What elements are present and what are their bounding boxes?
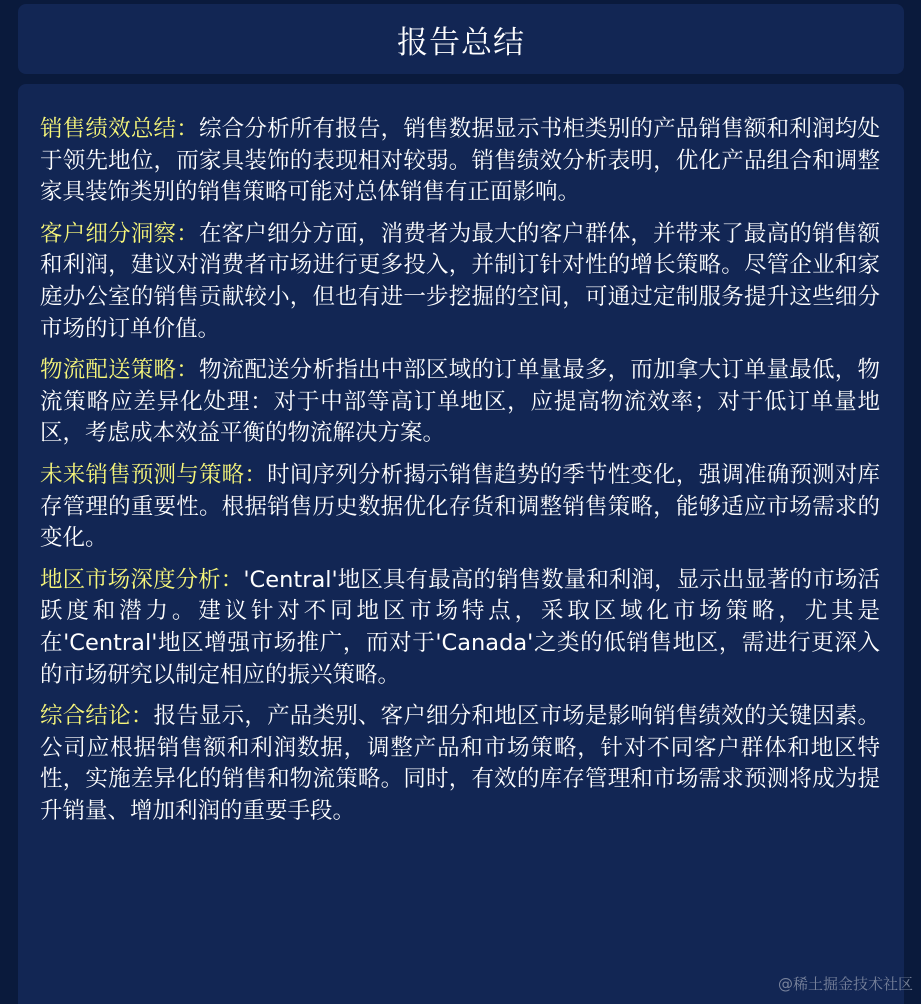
section-body: 在客户细分方面，消费者为最大的客户群体，并带来了最高的销售额和利润，建议对消费者市场进行更多投入，并制订针对性的增长策略。尽管企业和家庭办公室的销售贡献较小，但也有进一步挖掘的空间，可通过定制服务提升这些细分市场的订单价值。 <box>40 220 880 342</box>
section-overall-conclusion <box>40 701 880 827</box>
section-body: 时间序列分析揭示销售趋势的季节性变化，强调准确预测对库存管理的重要性。根据销售历史数据优化存货和调整销售策略，能够适应市场需求的变化。 <box>40 461 880 552</box>
section-title: 未来销售预测与策略： <box>40 461 268 488</box>
summary-content-panel <box>18 84 904 1004</box>
section-title: 物流配送策略： <box>40 357 199 384</box>
section-body: 报告显示，产品类别、客户细分和地区市场是影响销售绩效的关键因素。公司应根据销售额和利润数据，调整产品和市场策略，针对不同客户群体和地区特性，实施差异化的销售和物流策略。同时，有效的库存管理和市场需求预测将成为提升销量、增加利润的重要手段。 <box>40 703 880 824</box>
section-sales-performance <box>40 114 880 209</box>
section-logistics-strategy <box>40 355 880 450</box>
section-body: 'Central'地区具有最高的销售数量和利润，显示出显著的市场活跃度和潜力。建议针对不同地区市场特点，采取区域化市场策略，尤其是在'Central'地区增强市场推广，而对于'Canada'之类的低销售地区，需进行更深入的市场研究以制定相应的振兴策略。 <box>40 566 880 688</box>
section-body: 综合分析所有报告，销售数据显示书柜类别的产品销售额和利润均处于领先地位，而家具装饰的表现相对较弱。销售绩效分析表明，优化产品组合和调整家具装饰类别的销售策略可能对总体销售有正面影响。 <box>40 116 880 206</box>
section-title: 客户细分洞察： <box>40 220 199 247</box>
section-title: 综合结论： <box>40 703 154 730</box>
page-title: 报告总结 <box>397 24 525 61</box>
section-title: 销售绩效总结： <box>40 116 199 142</box>
section-regional-analysis <box>40 565 880 691</box>
section-customer-segmentation <box>40 219 880 345</box>
section-title: 地区市场深度分析： <box>40 566 244 593</box>
header-panel <box>18 4 904 74</box>
section-future-forecast <box>40 460 880 555</box>
section-body: 物流配送分析指出中部区域的订单量最多，而加拿大订单量最低，物流策略应差异化处理：对于中部等高订单地区，应提高物流效率；对于低订单量地区，考虑成本效益平衡的物流解决方案。 <box>40 357 880 447</box>
watermark-text: @稀土掘金技术社区 <box>777 975 913 993</box>
